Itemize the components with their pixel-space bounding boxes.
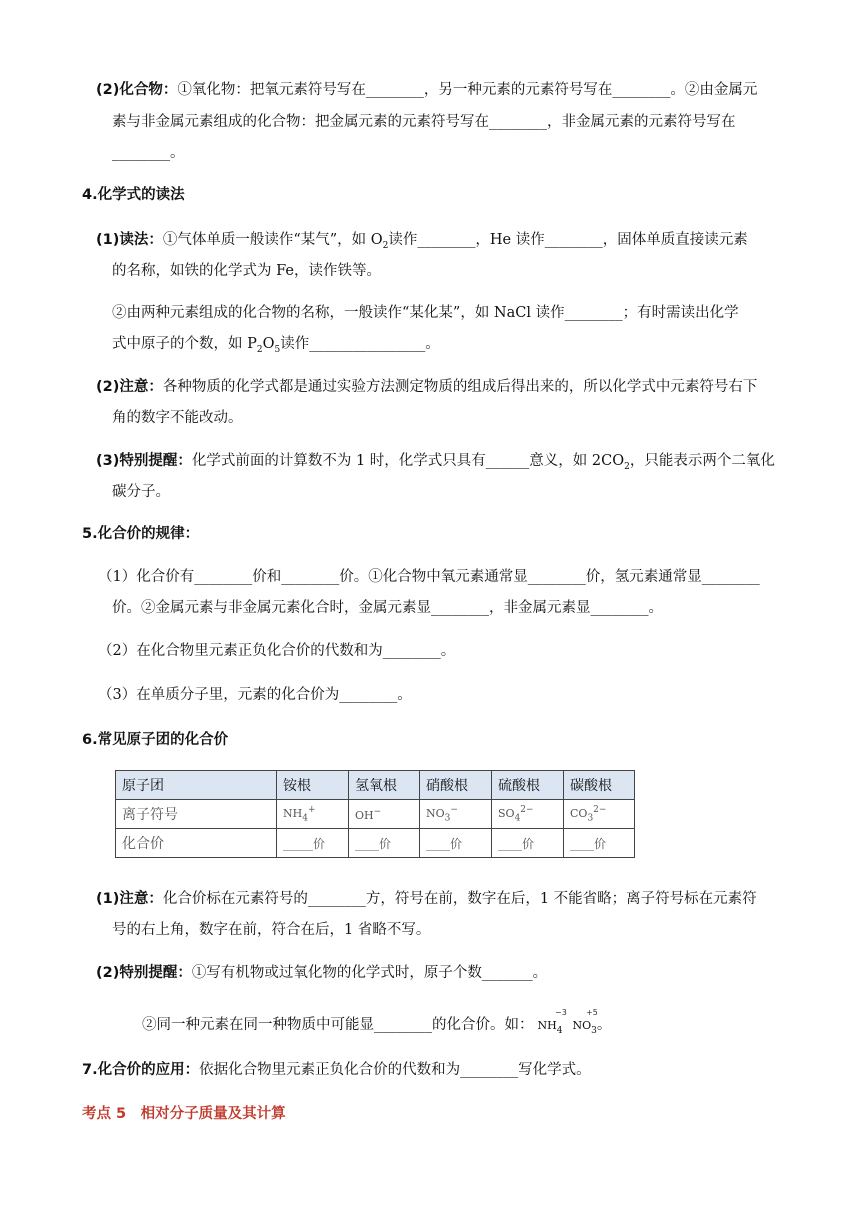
ion-cell: [420, 800, 492, 829]
table-header-row: [116, 771, 635, 800]
ion-sub: 4: [514, 813, 521, 824]
heading-7-text: 依据化合物里元素正负化合价的代数和为________写化学式。: [199, 1062, 591, 1078]
table-row-label: 化合价: [116, 829, 277, 858]
read-text-a: ①气体单质一般读作“某气”，如 O: [162, 232, 383, 248]
table-row-label: 离子符号: [116, 800, 277, 829]
note-text: 各种物质的化学式都是通过实验方法测定物质的组成后得出来的，所以化学式中元素符号右下: [162, 379, 758, 395]
note-line-1: [96, 377, 757, 397]
compound-line-3: ________。: [112, 145, 185, 161]
heading-7-line: [82, 1060, 591, 1080]
table-header-cell: 硝酸根: [420, 771, 492, 800]
tip-end: 。: [596, 1017, 612, 1033]
table-row: [116, 829, 635, 858]
note-label: (2)注意：: [96, 379, 163, 395]
valence-line-2: 价。②金属元素与非金属元素化合时，金属元素显________，非金属元素显________。: [112, 600, 663, 616]
notation-line-2: 号的右上角，数字在前，符合在后，1 省略不写。: [112, 922, 431, 938]
notation-label: (1)注意：: [96, 891, 163, 907]
reminder-label: (3)特别提醒：: [96, 453, 192, 469]
read-label: (1)读法：: [96, 232, 163, 248]
ion-cell: [564, 800, 635, 829]
valence-cell: ____价: [564, 829, 635, 858]
ion-charge: +: [307, 804, 316, 815]
ion-charge: −: [450, 804, 458, 815]
table-header-cell: 硫酸根: [492, 771, 564, 800]
heading-4: 4.化学式的读法: [82, 187, 185, 203]
ion-symbol: NH: [283, 806, 303, 820]
table-header-cell: 原子团: [116, 771, 277, 800]
compound-line-2: 素与非金属元素组成的化合物：把金属元素的元素符号写在________，非金属元素的元素符号写在: [112, 114, 736, 130]
tip-text-2: ②同一种元素在同一种物质中可能显________的化合价。如：: [142, 1017, 534, 1033]
table-header-cell: 氢氧根: [349, 771, 420, 800]
read-text-b: 读作________，He 读作________，固体单质直接读元素: [388, 232, 748, 248]
valence-cell: ____价: [420, 829, 492, 858]
tip-text: ①写有机物或过氧化物的化学式时，原子个数_______。: [191, 965, 548, 981]
valence-line-3: （2）在化合物里元素正负化合价的代数和为________。: [98, 643, 456, 659]
atomic-group-table: [115, 770, 635, 858]
ion-cell: [277, 800, 349, 829]
valence-line-4: （3）在单质分子里，元素的化合价为________。: [98, 687, 412, 703]
valence-line-1: （1）化合价有________价和________价。①化合物中氧元素通常显________价，氢元素通常显________: [98, 569, 760, 585]
nitrate-formula: NO: [572, 1019, 592, 1032]
heading-7: 7.化合价的应用：: [82, 1062, 200, 1078]
valence-cell: ____价: [349, 829, 420, 858]
reminder-text-a: 化学式前面的计算数不为 1 时，化学式只具有______意义，如 2CO: [191, 453, 625, 469]
ammonium-formula: NH: [537, 1019, 557, 1032]
ion-sub: 4: [302, 813, 308, 824]
tip-label: (2)特别提醒：: [96, 965, 192, 981]
ion-charge: −: [373, 806, 382, 817]
ion-sub: 3: [444, 813, 451, 824]
ion-symbol: NO: [426, 806, 445, 820]
ion-charge: 2−: [520, 804, 534, 815]
read-text-c: 式中原子的个数，如 P: [112, 336, 257, 352]
read-text-d: O: [262, 336, 275, 352]
reminder-line-2: 碳分子。: [112, 484, 170, 500]
ion-symbol: OH: [355, 808, 374, 822]
ion-symbol: SO: [498, 806, 515, 820]
tip-line-2: ②同一种元素在同一种物质中可能显________的化合价。如： $NH_4$ $NO_3$。: [142, 1017, 612, 1036]
note-line-2: 角的数字不能改动。: [112, 410, 243, 426]
valence-cell: _____价: [277, 829, 349, 858]
read-line-4: 式中原子的个数，如 $P_2O_5$读作________________。: [112, 336, 440, 355]
heading-5: 5.化合价的规律：: [82, 526, 200, 542]
compound-label: (2)化合物：: [96, 82, 178, 98]
reminder-text-b: ，只能表示两个二氧化: [629, 453, 775, 469]
read-line-2: 的名称，如铁的化学式为 Fe，读作铁等。: [112, 263, 381, 279]
notation-text: 化合价标在元素符号的________方，符号在前，数字在后，1 不能省略；离子符号标在元素符: [162, 891, 757, 907]
valence-mark-n-pos5: +5: [586, 1008, 598, 1017]
table-header-cell: 铵根: [277, 771, 349, 800]
table-row: [116, 800, 635, 829]
ion-symbol: CO: [570, 806, 588, 820]
table-header-cell: 碳酸根: [564, 771, 635, 800]
reminder-line-1: (3)特别提醒：化学式前面的计算数不为 1 时，化学式只具有______意义，如 $2CO_2$，只能表示两个二氧化: [96, 453, 775, 472]
heading-6: 6.常见原子团的化合价: [82, 732, 229, 748]
read-line-1: (1)读法：①气体单质一般读作“某气”，如 $O_2$读作________，He 读作________，固体单质直接读元素: [96, 232, 748, 251]
valence-mark-n-neg3: −3: [555, 1008, 567, 1017]
ion-charge: 2−: [593, 804, 607, 815]
valence-cell: ____价: [492, 829, 564, 858]
ion-cell: [349, 800, 420, 829]
section-5-title: 考点 5 相对分子质量及其计算: [82, 1106, 286, 1122]
compound-text-1: ①氧化物：把氧元素符号写在________，另一种元素的元素符号写在________。②由金属元: [177, 82, 758, 98]
notation-line-1: [96, 889, 757, 909]
ion-cell: [492, 800, 564, 829]
tip-line-1: [96, 963, 547, 983]
read-text-e: 读作________________。: [280, 336, 440, 352]
read-line-3: ②由两种元素组成的化合物的名称，一般读作“某化某”，如 NaCl 读作________；有时需读出化学: [112, 305, 739, 321]
ion-sub: 3: [587, 813, 594, 824]
compound-line-1: [96, 80, 757, 100]
